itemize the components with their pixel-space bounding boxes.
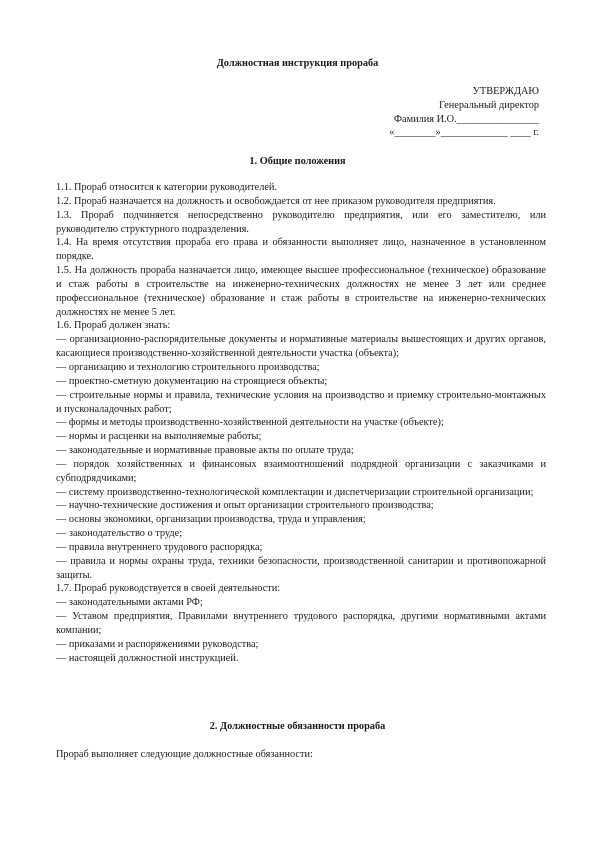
paragraph: 1.4. На время отсутствия прораба его права и обязанности выполняет лицо, назначенное в установленном порядке. (56, 237, 546, 263)
list-item: — основы экономики, организации производства, труда и управления; (56, 514, 366, 526)
list-item: — проектно-сметную документацию на строящиеся объекты; (56, 375, 328, 387)
list-item: — правила внутреннего трудового распорядка; (56, 541, 263, 553)
list-item: — порядок хозяйственных и финансовых взаимоотношений подрядной организации с заказчиками и субподрядчиками; (56, 458, 546, 484)
paragraph: 1.5. На должность прораба назначается лицо, имеющее высшее профессиональное (техническое) образование и стаж работы в строительстве на инженерно-технических должностях не менее 3 лет или среднее профессиональное (техническое) образование и стаж работы в строительстве на инженерно-технических должностях не менее 5 лет. (56, 265, 546, 318)
list-item: — строительные нормы и правила, технические условия на производство и приемку строительно-монтажных и пусконаладочных работ; (56, 389, 546, 415)
document-title: Должностная инструкция прораба (216, 58, 379, 69)
approval-line-name: Фамилия И.О.________________ (393, 113, 539, 125)
list-item: — систему производственно-технологической комплектации и диспетчеризации строительной организации; (56, 486, 534, 498)
list-item: — законодательство о труде; (56, 528, 183, 540)
paragraph: 1.3. Прораб подчиняется непосредственно руководителю предприятия, или его заместителю, или руководителю структурного подразделения. (56, 209, 546, 235)
approval-line-date: «________»_____________ ____ г. (389, 127, 539, 139)
list-item: — настоящей должностной инструкцией. (56, 652, 239, 664)
paragraph: 1.1. Прораб относится к категории руководителей. (56, 182, 278, 193)
list-item: — формы и методы производственно-хозяйственной деятельности на участке (объекте); (56, 417, 444, 429)
section-1-heading: 1. Общие положения (249, 156, 346, 167)
list-item: — законодательными актами РФ; (56, 597, 203, 609)
paragraph: 1.2. Прораб назначается на должность и освобождается от нее приказом руководителя предприятия. (56, 195, 496, 207)
list-item: — Уставом предприятия, Правилами внутреннего трудового распорядка, другими нормативными актами компании; (56, 611, 546, 636)
section-2-lead: Прораб выполняет следующие должностные обязанности: (56, 749, 313, 760)
section-2-heading: 2. Должностные обязанности прораба (209, 721, 386, 732)
approval-block (389, 85, 539, 140)
approval-line-approve: УТВЕРЖДАЮ (472, 86, 539, 97)
list-item: — правила и нормы охраны труда, техники безопасности, производственной санитарии и противопожарной защиты. (56, 555, 546, 581)
section-1-body (56, 181, 546, 666)
paragraph: 1.6. Прораб должен знать: (56, 320, 171, 332)
list-item: — научно-технические достижения и опыт организации строительного производства; (56, 500, 434, 512)
paragraph: 1.7. Прораб руководствуется в своей деятельности: (56, 583, 281, 595)
list-item: — законодательные и нормативные правовые акты по оплате труда; (56, 445, 354, 457)
list-item: — приказами и распоряжениями руководства; (56, 638, 259, 650)
approval-line-position: Генеральный директор (439, 99, 539, 111)
list-item: — нормы и расценки на выполняемые работы; (56, 431, 262, 443)
list-item: — организационно-распорядительные документы и нормативные материалы вышестоящих и других органов, касающиеся производственно-хозяйственной деятельности участка (объекта); (56, 334, 546, 360)
list-item: — организацию и технологию строительного производства; (56, 361, 320, 373)
